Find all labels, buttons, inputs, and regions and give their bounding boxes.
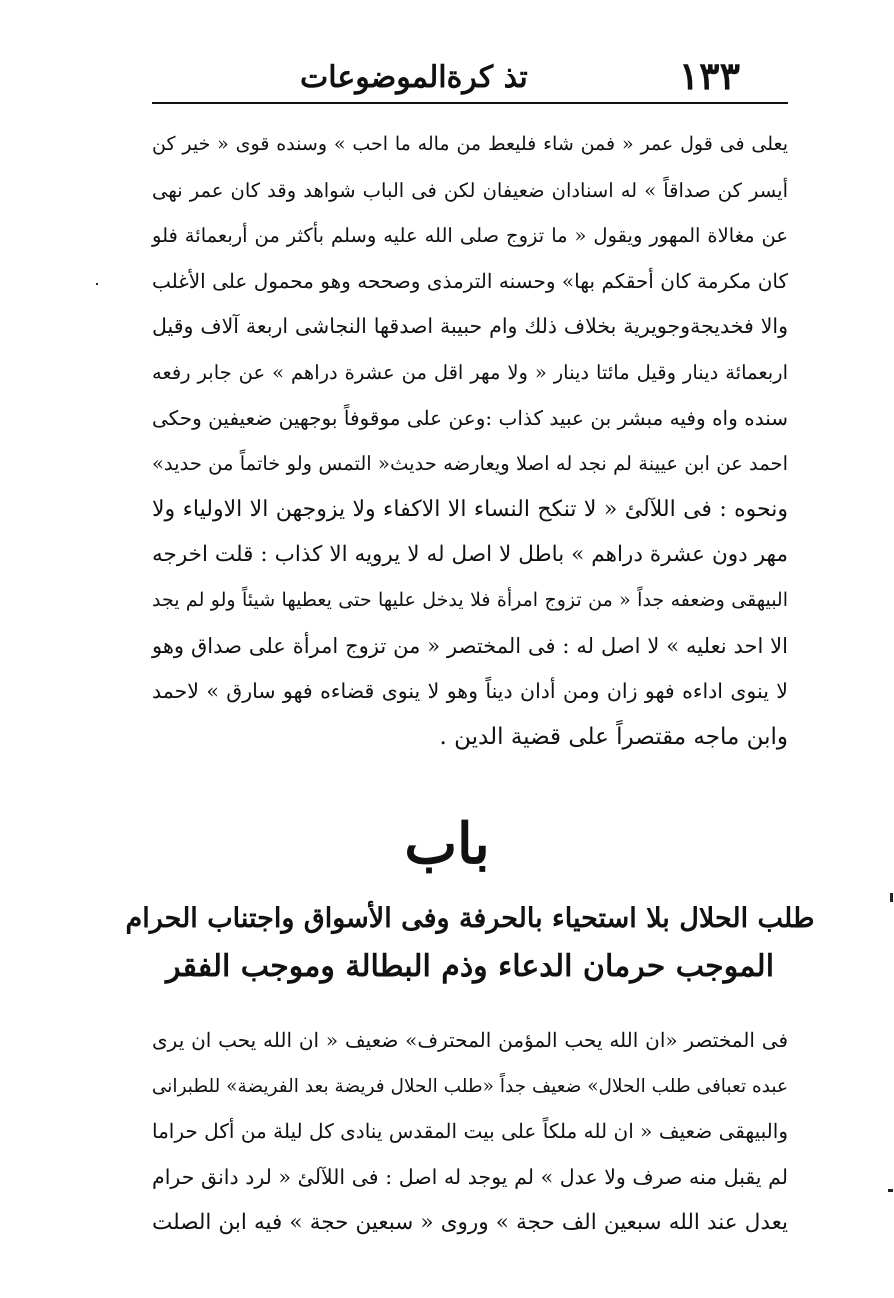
text-line: البيهقى وضعفه جداً « من تزوج امرأة فلا يدخل عليها حتى يعطيها شيئاً ولو لم يجد <box>152 588 788 611</box>
text-line: فى المختصر «ان الله يحب المؤمن المحترف» ضعيف « ان الله يحب ان يرى <box>152 1028 788 1052</box>
text-line: عن مغالاة المهور ويقول « ما تزوج صلى الله عليه وسلم بأكثر من أربعمائة فلو <box>152 224 788 248</box>
page-header <box>152 52 788 104</box>
text-line: وابن ماجه مقتصراً على قضية الدين . <box>439 723 788 750</box>
text-line: والبيهقى ضعيف « ان لله ملكاً على بيت المقدس ينادى كل ليلة من أكل حراما <box>152 1119 788 1144</box>
text-line: عبده تعبافى طلب الحلال» ضعيف جداً «طلب الحلال فريضة بعد الفريضة» للطبرانى <box>151 1075 788 1097</box>
chapter-heading <box>120 895 820 991</box>
text-line: سنده واه وفيه مبشر بن عبيد كذاب :وعن على موقوفاً بوجهين ضعيفين وحكى <box>152 405 788 430</box>
text-line: احمد عن ابن عيينة لم نجد له اصلا ويعارضه حديث« التمس ولو خاتماً من حديد» <box>152 452 788 476</box>
scan-speck <box>888 1189 893 1192</box>
text-line: يعلى فى قول عمر « فمن شاء فليعط من ماله ما احب » وسنده قوى « خير كن <box>152 133 788 155</box>
scan-speck <box>96 283 98 285</box>
text-line: مهر دون عشرة دراهم » باطل لا اصل له لا يرويه الا كذاب : قلت اخرجه <box>152 542 788 568</box>
running-title: تذ كرةالموضوعات <box>300 60 528 95</box>
text-line: لا ينوى اداءه فهو زان ومن أدان ديناً وهو لا ينوى قضاءه فهو سارق » لاحمد <box>152 679 788 704</box>
text-line: الا احد نعليه » لا اصل له : فى المختصر « من تزوج امرأة على صداق وهو <box>152 633 788 658</box>
text-line: اربعمائة دينار وقيل مائتا دينار « ولا مهر اقل من عشرة دراهم » عن جابر رفعه <box>152 360 788 384</box>
text-line: والا فخديجةوجويرية بخلاف ذلك وام حبيبة اصدقها النجاشى اربعة آلاف وقيل <box>152 314 788 339</box>
text-line: كان مكرمة كان أحقكم بها» وحسنه الترمذى وصححه وهو محمول على الأغلب <box>152 268 788 293</box>
chapter-heading-line: الموجب حرمان الدعاء وذم البطالة وموجب الفقر <box>165 949 775 984</box>
paragraph-2 <box>152 1018 788 1246</box>
chapter-label: باب <box>404 811 490 877</box>
text-line: يعدل عند الله سبعين الف حجة » وروى « سبعين حجة » فيه ابن الصلت <box>152 1210 788 1236</box>
page-number: ١٣٣ <box>678 53 740 98</box>
chapter-heading-line: طلب الحلال بلا استحياء بالحرفة وفى الأسواق واجتناب الحرام <box>125 903 815 934</box>
paragraph-1 <box>152 122 788 760</box>
text-line: ونحوه : فى اللآلئ « لا تنكح النساء الا الاكفاء ولا يزوجهن الا الاولياء ولا <box>152 496 788 522</box>
text-line: أيسر كن صداقاً » له اسنادان ضعيفان لكن فى الباب شواهد وقد كان عمر نهى <box>152 178 788 202</box>
scan-speck <box>890 893 893 902</box>
text-line: لم يقبل منه صرف ولا عدل » لم يوجد له اصل : فى اللآلئ « لرد دانق حرام <box>152 1164 788 1189</box>
